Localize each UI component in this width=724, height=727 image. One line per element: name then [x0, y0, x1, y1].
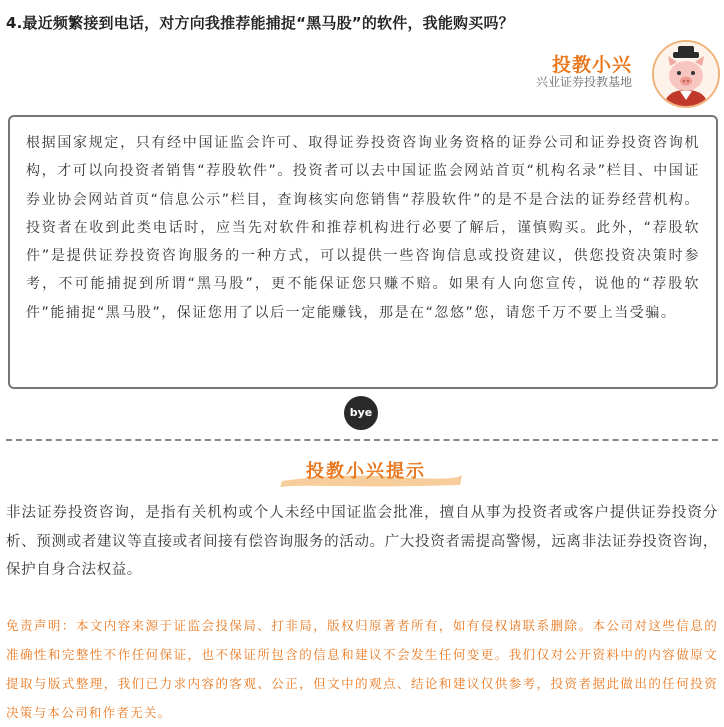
- question-heading: 4.最近频繁接到电话，对方向我推荐能捕捉“黑马股”的软件，我能购买吗？: [6, 14, 514, 32]
- disclaimer-text: 免责声明：本文内容来源于证监会投保局、打非局，版权归原著者所有，如有侵权请联系删除。本公司对这些信息的准确性和完整性不作任何保证，也不保证所包含的信息和建议不会发生任何变更。我们仅对公开资料中的内容做原文提取与版式整理，我们已力求内容的客观、公正，但文中的观点、结论和建议仅供参考，投资者据此做出的任何投资决策与本公司和作者无关。: [6, 618, 718, 720]
- pig-mascot-icon: [654, 42, 718, 106]
- answer-text: 根据国家规定，只有经中国证监会许可、取得证券投资咨询业务资格的证券公司和证券投资咨询机构，才可以向投资者销售“荐股软件”。投资者可以去中国证监会网站首页“机构名录”栏目、中国证券业协会网站首页“信息公示”栏目，查询核实向您销售“荐股软件”的是不是合法的证券经营机构。投资者在收到此类电话时，应当先对软件和推荐机构进行必要了解后，谨慎购买。此外，“荐股软件”是提供证券投资咨询服务的一种方式，可以提供一些咨询信息或投资建议，供您投资决策时参考，不可能捕捉到所谓“黑马股”，更不能保证您只赚不赔。如果有人向您宣传，说他的“荐股软件”能捕捉“黑马股”，保证您用了以后一定能赚钱，那是在“忽悠”您，请您千万不要上当受骗。: [26, 135, 700, 321]
- tip-body: [6, 499, 718, 585]
- tip-text: 非法证券投资咨询，是指有关机构或个人未经中国证监会批准，擅自从事为投资者或客户提供证券投资分析、预测或者建议等直接或者间接有偿咨询服务的活动。广大投资者需提高警惕，远离非法证券投资咨询，保护自身合法权益。: [6, 505, 718, 578]
- bye-badge: bye: [344, 396, 378, 430]
- section-divider: [6, 439, 718, 441]
- brand-name: 投教小兴: [551, 54, 632, 76]
- tip-title: 投教小兴提示: [306, 461, 426, 482]
- answer-box: [8, 115, 718, 389]
- brand-subtitle: 兴业证券投教基地: [535, 75, 632, 89]
- tip-title-banner: [276, 451, 466, 491]
- mascot-avatar: [652, 40, 720, 108]
- disclaimer: [6, 611, 718, 727]
